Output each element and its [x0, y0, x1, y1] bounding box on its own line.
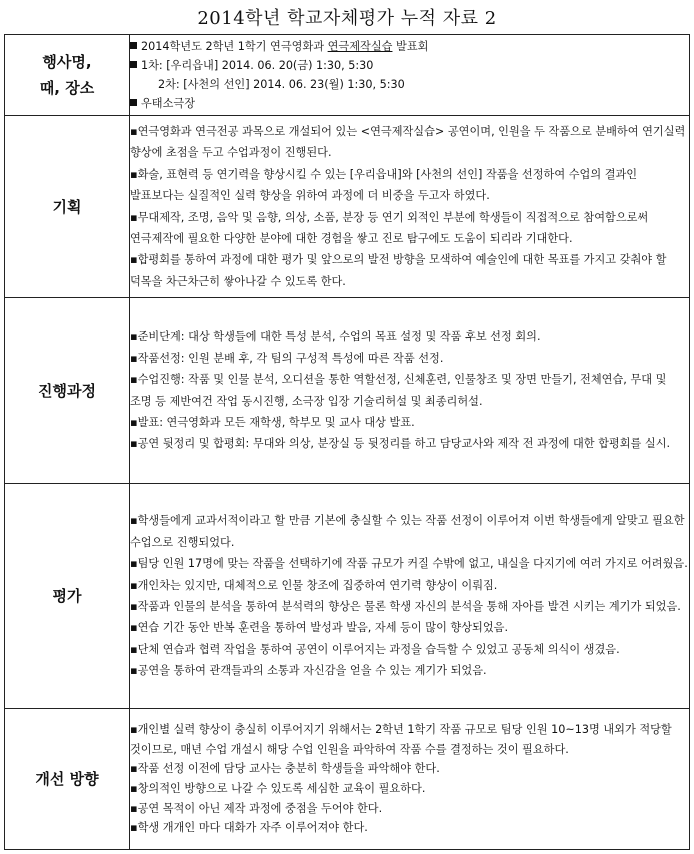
- event-first-text: 1차: [우리읍내] 2014. 06. 20(금) 1:30, 5:30: [141, 59, 374, 72]
- process-item: ▪수업진행: 작품 및 인물 분석, 오디션을 통한 역할선정, 신체훈련, 인물창조 및 장면 만들기, 전체연습, 무대 및 조명 등 제반여건 작업 동시진행, 소극장 입장 기술리허설 및 최종리허설.: [130, 373, 667, 408]
- evaluation-item: ▪개인차는 있지만, 대체적으로 인물 창조에 집중하여 연기력 향상이 이뤄짐.: [130, 578, 498, 592]
- square-bullet-icon: [130, 42, 137, 49]
- body-event: [130, 35, 690, 116]
- square-bullet-icon: [130, 61, 137, 68]
- process-item: ▪발표: 연극영화과 모든 재학생, 학부모 및 교사 대상 발표.: [130, 415, 415, 429]
- evaluation-item: ▪공연을 통하여 관객들과의 소통과 자신감을 얻을 수 있는 계기가 되었음.: [130, 664, 487, 678]
- improvement-item: ▪공연 목적이 아닌 제작 과정에 중점을 두어야 한다.: [130, 801, 383, 815]
- process-item: ▪준비단계: 대상 학생들에 대한 특성 분석, 수업의 목표 설정 및 작품 후보 선정 회의.: [130, 330, 541, 344]
- event-venue-text: 우태소극장: [141, 97, 196, 110]
- process-item: ▪작품선정: 인원 분배 후, 각 팀의 구성적 특성에 따른 작품 선정.: [130, 351, 444, 365]
- body-process: [130, 298, 690, 484]
- evaluation-item: ▪단체 연습과 협력 작업을 통하여 공연이 이루어지는 과정을 습득할 수 있었고 공동체 의식이 생겼음.: [130, 642, 620, 656]
- body-plan: [130, 116, 690, 298]
- event-second-performance: 2차: [사천의 선인] 2014. 06. 23(월) 1:30, 5:30: [158, 78, 405, 91]
- label-improvement: 개선 방향: [5, 709, 130, 850]
- event-name-suffix: 발표회: [392, 40, 429, 53]
- evaluation-item: ▪팀당 인원 17명에 맞는 작품을 선택하기에 작품 규모가 커질 수밖에 없고, 내실을 다지기에 여러 가지로 어려웠음.: [130, 557, 688, 571]
- document-title: 2014학년 학교자체평가 누적 자료 2: [197, 8, 497, 29]
- label-event-line2: 때, 장소: [39, 79, 95, 97]
- event-name-underlined: 연극제작실습: [327, 40, 393, 53]
- row-improvement: [5, 709, 690, 850]
- body-evaluation: [130, 484, 690, 709]
- event-first-performance: [130, 56, 689, 75]
- label-event-line1: 행사명,: [42, 53, 92, 71]
- body-improvement: [130, 709, 690, 850]
- row-plan: [5, 116, 690, 298]
- event-name-prefix: 2014학년도 2학년 1학기 연극영화과: [141, 40, 328, 53]
- evaluation-item: ▪연습 기간 동안 반복 훈련을 통하여 발성과 발음, 자세 등이 많이 향상되었음.: [130, 621, 509, 635]
- improvement-item: ▪작품 선정 이전에 담당 교사는 충분히 학생들을 파악해야 한다.: [130, 762, 440, 776]
- row-process: [5, 298, 690, 484]
- label-process: 진행과정: [5, 298, 130, 484]
- row-event: [5, 35, 690, 116]
- process-item: ▪공연 뒷정리 및 합평회: 무대와 의상, 분장실 등 뒷정리를 하고 담당교사와 제작 전 과정에 대한 합평회를 실시.: [130, 437, 671, 451]
- improvement-item: ▪학생 개개인 마다 대화가 자주 이루어져야 한다.: [130, 821, 368, 835]
- event-venue: [130, 94, 689, 113]
- plan-item: ▪연극영화과 연극전공 과목으로 개설되어 있는 <연극제작실습> 공연이며, 인원을 두 작품으로 분배하여 연기실력 향상에 초점을 두고 수업과정이 진행된다.: [130, 124, 686, 160]
- improvement-item: ▪창의적인 방향으로 나갈 수 있도록 세심한 교육이 필요하다.: [130, 782, 426, 795]
- event-name: [130, 37, 689, 56]
- label-evaluation: 평가: [5, 484, 130, 709]
- square-bullet-icon: [130, 99, 137, 106]
- evaluation-item: ▪작품과 인물의 분석을 통하여 분석력의 향상은 물론 학생 자신의 분석을 통해 자아를 발견 시키는 계기가 되었음.: [130, 600, 681, 613]
- plan-item: ▪무대제작, 조명, 음악 및 음향, 의상, 소품, 분장 등 연기 외적인 부분에 학생들이 직접적으로 참여함으로써 연극제작에 필요한 다양한 분야에 대한 경험을 쌓고 진로 탐구에도 도움이 되리라 기대한다.: [130, 210, 649, 245]
- improvement-item: ▪개인별 실력 향상이 충실히 이루어지기 위해서는 2학년 1학기 작품 규모로 팀당 인원 10~13명 내외가 적당할 것이므로, 매년 수업 개설시 해당 수업 인원을 파악하여 작품 수를 결정하는 것이 필요하다.: [130, 723, 672, 756]
- row-evaluation: [5, 484, 690, 709]
- plan-item: ▪화술, 표현력 등 연기력을 향상시킬 수 있는 [우리읍내]와 [사천의 선인] 작품을 선정하여 수업의 결과인 발표보다는 실질적인 실력 향상을 위하여 과정에 더 비중을 두고자 하였다.: [130, 167, 638, 203]
- evaluation-table: [4, 34, 690, 850]
- plan-item: ▪합평회를 통하여 과정에 대한 평가 및 앞으로의 발전 방향을 모색하여 예술인에 대한 목표를 가지고 갖춰야 할 덕목을 차근차근히 쌓아나갈 수 있도록 한다.: [130, 253, 667, 288]
- label-event: [5, 35, 130, 116]
- evaluation-item: ▪학생들에게 교과서적이라고 할 만큼 기본에 충실할 수 있는 작품 선정이 이루어져 이번 학생들에게 알맞고 필요한 수업으로 진행되었다.: [130, 514, 685, 549]
- label-plan: 기획: [5, 116, 130, 298]
